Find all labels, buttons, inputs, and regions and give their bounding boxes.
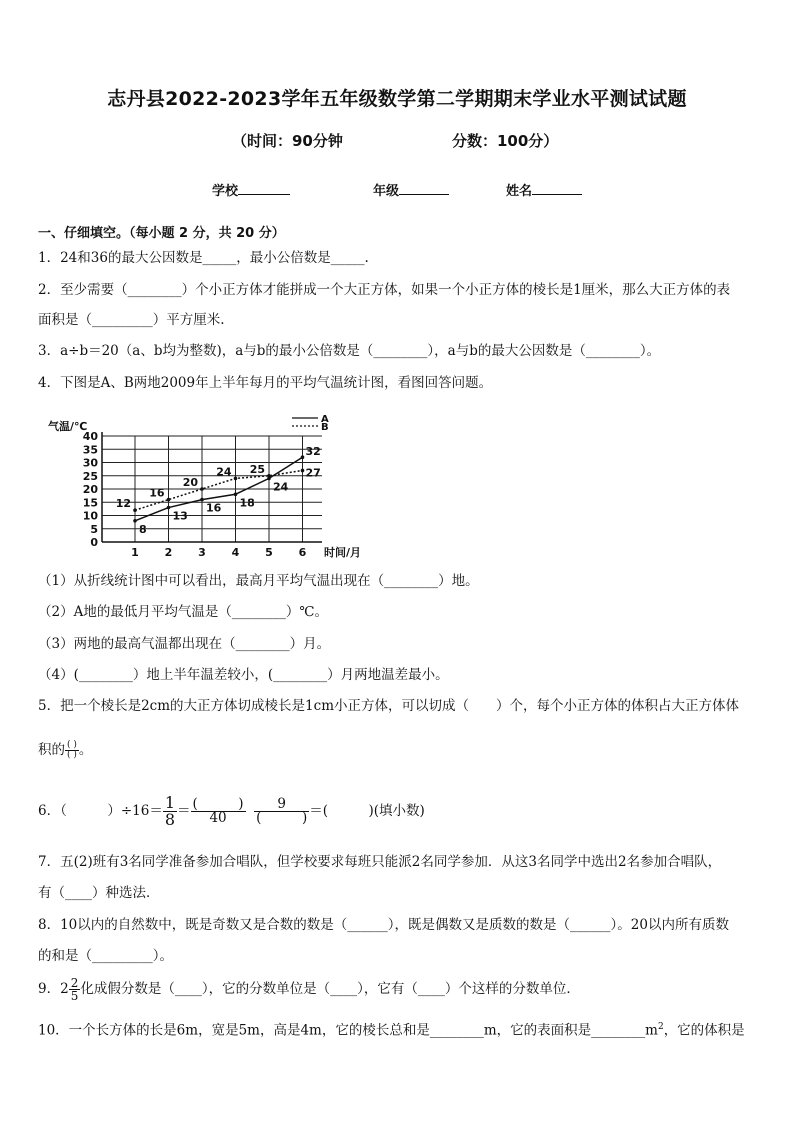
x-tick-label: 3 — [198, 546, 206, 559]
exam-score: 分数：100分） — [452, 132, 559, 150]
data-label: 24 — [273, 480, 289, 494]
chart-legend — [292, 414, 329, 433]
y-tick-label: 30 — [82, 456, 98, 470]
q9-fraction — [69, 977, 81, 1002]
data-label: 32 — [305, 445, 321, 459]
question-9 — [38, 977, 580, 1002]
q6-f3-den: ( ) — [256, 810, 308, 826]
question-7-line2: 有（____）种选法． — [38, 885, 160, 901]
series-B-point — [133, 508, 137, 512]
y-tick-label: 25 — [82, 469, 98, 483]
exam-time: （时间：90分钟 — [232, 132, 343, 150]
q10-tail: ，它的体积是 — [663, 1022, 745, 1039]
q6-f3-num: 9 — [254, 798, 309, 813]
question-4-2: （2）A地的最低月平均气温是（________）℃。 — [38, 604, 328, 620]
q10-sup: 2 — [657, 1022, 664, 1032]
question-4-1: （1）从折线统计图中可以看出，最高月平均气温出现在（________）地。 — [38, 573, 479, 589]
temperature-line-chart — [44, 408, 362, 559]
section-heading: 一、仔细填空。（每小题 2 分，共 20 分） — [38, 226, 285, 241]
q5-text: 积的 — [38, 742, 65, 758]
question-7-line1: 7．五(2)班有3名同学准备参加合唱队，但学校要求每班只能派2名同学参加．从这3名同学中选出2名参加合唱队， — [38, 854, 722, 870]
legend-B-label: B — [321, 422, 329, 433]
q6-fraction-1 — [163, 795, 177, 828]
data-label: 24 — [216, 465, 232, 479]
series-A-point — [200, 498, 204, 502]
data-label: 8 — [139, 522, 147, 536]
data-label: 16 — [206, 501, 222, 515]
school-label: 学校 — [212, 184, 239, 199]
question-2-line1: 2．至少需要（________）个小正方体才能拼成一个大正方体，如果一个小正方体的棱长是1厘米，那么大正方体的表 — [38, 282, 731, 298]
grade-label: 年级 — [373, 184, 400, 199]
y-tick-label: 35 — [82, 443, 98, 457]
question-8-line1: 8．10以内的自然数中，既是奇数又是合数的数是（______），既是偶数又是质数的数是（______）。20以内所有质数 — [38, 917, 729, 933]
grade-blank[interactable] — [399, 182, 449, 195]
question-5-line1: 5．把一个棱长是2cm的大正方体切成棱长是1cm小正方体，可以切成（ ）个，每个小正方体的体积占大正方体体 — [38, 698, 739, 714]
q6-eq: ＝ — [177, 803, 191, 819]
q9-prefix: 9．2 — [38, 981, 69, 997]
q5-frac-den: ( ) — [67, 750, 77, 760]
x-tick-label: 2 — [164, 546, 173, 559]
series-B-point — [200, 487, 204, 491]
data-label: 12 — [115, 497, 131, 511]
legend-A-label: A — [321, 414, 329, 425]
data-label: 18 — [239, 496, 255, 510]
name-field[interactable] — [506, 180, 582, 199]
question-8-line2: 的和是（_________）。 — [38, 948, 173, 964]
q9-frac-den: 5 — [70, 989, 79, 1003]
data-label: 16 — [149, 486, 165, 500]
x-tick-label: 4 — [231, 546, 240, 559]
name-blank[interactable] — [532, 182, 582, 195]
x-tick-label: 6 — [298, 546, 307, 559]
chart-grid — [102, 436, 322, 542]
y-tick-label: 15 — [82, 496, 98, 510]
q6-f1-num: 1 — [164, 793, 176, 812]
q6-fraction-3 — [254, 795, 309, 826]
y-tick-label: 10 — [82, 509, 98, 523]
q6-f1-den: 8 — [164, 810, 176, 829]
series-A-point — [234, 493, 238, 497]
series-A-point — [301, 455, 305, 459]
data-label: 25 — [249, 462, 265, 476]
data-label: 20 — [182, 476, 198, 489]
q9-suffix: 化成假分数是（____），它的分数单位是（____），它有（____）个这样的分数单位． — [80, 981, 580, 997]
y-tick-label: 0 — [90, 536, 98, 549]
question-4: 4．下图是A、B两地2009年上半年每月的平均气温统计图，看图回答问题。 — [38, 375, 493, 391]
q10-text: 10．一个长方体的长是6m，宽是5m，高是4m，它的棱长总和是________m，它的表面积是________m — [38, 1022, 658, 1039]
series-A-point — [133, 519, 137, 523]
q6-f2-den: 40 — [209, 810, 227, 826]
name-label: 姓名 — [506, 184, 533, 199]
school-blank[interactable] — [238, 182, 290, 195]
series-B-point — [234, 477, 238, 481]
question-4-4: （4）(________）地上半年温差较小，(________）月两地温差最小。 — [38, 667, 449, 683]
question-3: 3．a÷b＝20（a、b均为整数)，a与b的最小公倍数是（________），a与b的最大公因数是（________）。 — [38, 343, 661, 359]
series-B-point — [301, 469, 305, 473]
grade-field[interactable] — [373, 180, 449, 199]
q6-fraction-2 — [191, 795, 246, 826]
q6-f2-num: ( ) — [192, 795, 244, 812]
question-6 — [38, 795, 425, 828]
q5-frac-num: ( ) — [67, 740, 77, 750]
series-A-point — [167, 506, 171, 510]
q6-suffix: ＝( )(填小数) — [309, 803, 425, 819]
x-axis-title: 时间/月 — [324, 546, 362, 559]
y-tick-label: 5 — [90, 522, 98, 536]
q5-fraction — [65, 741, 79, 760]
question-10 — [38, 1018, 745, 1040]
series-B-point — [267, 474, 271, 478]
x-tick-label: 1 — [131, 546, 139, 559]
question-1: 1．24和36的最大公因数是_____，最小公倍数是_____. — [38, 250, 369, 266]
q9-frac-num: 2 — [70, 976, 79, 990]
series-B-point — [167, 498, 171, 502]
question-2-line2: 面积是（_________）平方厘米. — [38, 312, 225, 328]
q6-prefix: 6．（ ）÷16＝ — [38, 803, 163, 819]
x-tick-label: 5 — [265, 546, 273, 559]
q5-end: 。 — [78, 742, 93, 758]
y-tick-label: 20 — [82, 483, 98, 496]
page-title: 志丹县2022-2023学年五年级数学第二学期期末学业水平测试试题 — [107, 88, 687, 110]
y-tick-label: 40 — [82, 430, 98, 443]
question-4-3: （3）两地的最高气温都出现在（________）月。 — [38, 636, 331, 652]
data-label: 13 — [172, 509, 188, 523]
data-label: 27 — [305, 466, 321, 480]
y-axis-title: 气温/℃ — [48, 420, 88, 433]
school-field[interactable] — [212, 180, 290, 199]
question-5-line2 — [38, 741, 92, 760]
